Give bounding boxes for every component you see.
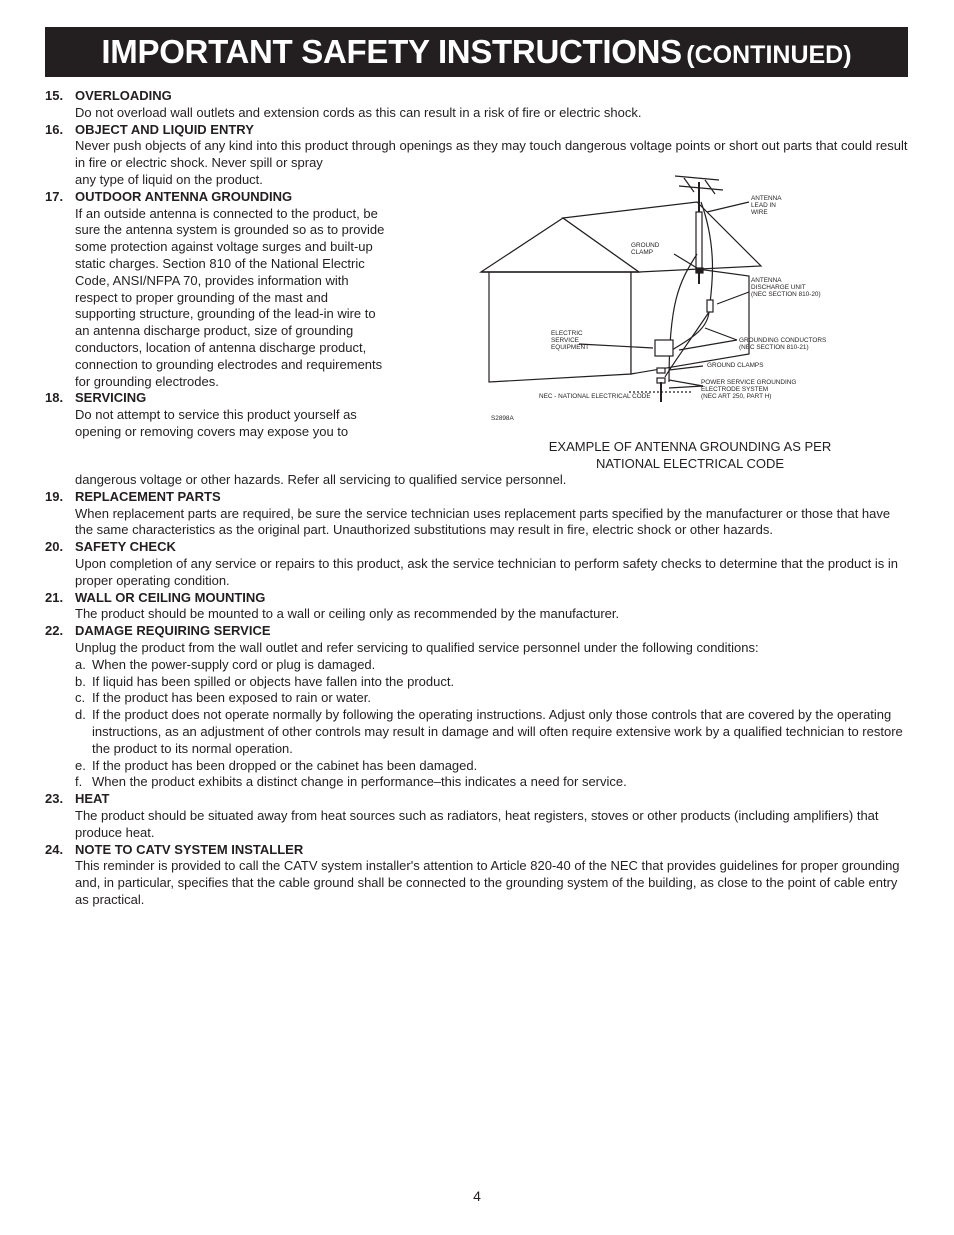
page-title: IMPORTANT SAFETY INSTRUCTIONS [101, 33, 682, 70]
section-text: Unplug the product from the wall outlet and refer servicing to qualified service personnel under the following conditions: [75, 639, 759, 655]
section-15 [45, 88, 911, 122]
list-item [75, 774, 911, 791]
conditions-list [75, 657, 911, 791]
list-item-text: If liquid has been spilled or objects have fallen into the product. [92, 673, 455, 689]
section-title: HEAT [75, 791, 110, 807]
label-electric-1: ELECTRIC [551, 329, 583, 337]
label-electrode-3: (NEC ART 250, PART H) [701, 392, 772, 400]
section-number: 16. [45, 121, 64, 137]
list-item-text: When the power-supply cord or plug is damaged. [92, 656, 376, 672]
list-item [75, 707, 911, 757]
label-conductors-1: GROUNDING CONDUCTORS [739, 336, 827, 344]
house-side-wall [631, 260, 749, 374]
label-electrode-1: POWER SERVICE GROUNDING [701, 378, 797, 386]
label-ground-clamp-1: GROUND [631, 241, 660, 249]
list-item-letter: e. [75, 757, 86, 773]
section-text: The product should be mounted to a wall or ceiling only as recommended by the manufacturer. [75, 606, 620, 622]
list-item-letter: b. [75, 673, 86, 689]
section-title: OBJECT AND LIQUID ENTRY [75, 121, 254, 137]
section-number: 20. [45, 539, 64, 555]
section-number: 21. [45, 589, 64, 605]
label-antenna-lead-3: WIRE [751, 208, 768, 216]
list-item [75, 758, 911, 775]
section-title: SAFETY CHECK [75, 539, 176, 555]
section-title: WALL OR CEILING MOUNTING [75, 589, 266, 605]
section-text: When replacement parts are required, be sure the service technician uses replacement parts specified by the manufacturer or those that have the same characteristics as the original part. Unauthorized substitutions may result in fire, electric shock or other hazards. [75, 505, 891, 538]
discharge-unit [707, 300, 713, 312]
figure-caption [469, 438, 911, 472]
label-antenna-lead-1: ANTENNA [751, 194, 782, 202]
section-number: 18. [45, 390, 64, 406]
list-item-letter: a. [75, 656, 86, 672]
page-subtitle: (CONTINUED) [686, 41, 852, 69]
label-electric-3: EQUIPMENT [551, 343, 589, 351]
list-item-letter: d. [75, 707, 86, 723]
section-number: 15. [45, 88, 64, 103]
section-21 [45, 590, 911, 624]
label-ground-clamps: GROUND CLAMPS [707, 361, 764, 369]
section-24 [45, 842, 911, 909]
instructions-content [45, 88, 911, 909]
section-text: Do not overload wall outlets and extension cords as this can result in a risk of fire or electric shock. [75, 104, 642, 120]
section-number: 17. [45, 188, 64, 204]
label-electrode-2: ELECTRODE SYSTEM [701, 385, 769, 393]
section-title: NOTE TO CATV SYSTEM INSTALLER [75, 841, 304, 857]
section-text-part-b: any type of liquid on the product. [75, 171, 263, 187]
list-item-text: When the product exhibits a distinct change in performance–this indicates a need for service. [92, 774, 627, 790]
section-text-part-b: dangerous voltage or other hazards. Refer all servicing to qualified service personnel. [75, 471, 567, 487]
section-text: This reminder is provided to call the CATV system installer's attention to Article 820-40 of the NEC that provides guidelines for proper grounding and, in particular, specifies that the cable ground shall be connected to the grounding system of the building, as close to the point of cable entry as practical. [75, 858, 900, 907]
section-text-part-a: Do not attempt to service this product yourself as opening or removing covers may expose you to [75, 407, 357, 439]
list-item-letter: f. [75, 774, 83, 790]
antenna-grounding-figure [479, 172, 911, 472]
section-title: OUTDOOR ANTENNA GROUNDING [75, 188, 293, 204]
list-item-text: If the product has been dropped or the cabinet has been damaged. [92, 757, 478, 773]
label-conductors-2: (NEC SECTION 810-21) [739, 343, 809, 351]
section-text-part-a: Never push objects of any kind into this product through openings as they may touch dangerous voltage points or short out parts that could result in fire or electric shock. Never spill or spray [75, 138, 908, 171]
section-text [75, 138, 911, 172]
figure-caption-line-2: NATIONAL ELECTRICAL CODE [595, 455, 785, 471]
section-19 [45, 489, 911, 539]
section-title: DAMAGE REQUIRING SERVICE [75, 623, 271, 639]
figure-code: S2898A [491, 414, 514, 422]
label-discharge-1: ANTENNA [751, 276, 782, 284]
label-electric-2: SERVICE [551, 336, 579, 344]
list-item [75, 674, 911, 691]
section-22 [45, 623, 911, 791]
figure-caption-line-1: EXAMPLE OF ANTENNA GROUNDING AS PER [548, 438, 832, 454]
section-number: 23. [45, 791, 64, 807]
section-title: SERVICING [75, 390, 147, 406]
section-20 [45, 539, 911, 589]
section-text: If an outside antenna is connected to the product, be sure the antenna system is grounded so as to provide some protection against voltage surges and built-up static charges. Section 810 of the National Electric Code, ANSI/NFPA 70, provides information with respect to proper grounding of the mast and supporting structure, grounding of the lead-in wire to an antenna discharge product, size of grounding conductors, location of antenna discharge product, connection to grounding electrodes and requirements for grounding electrodes. [75, 205, 385, 389]
antenna-grounding-diagram [479, 172, 911, 434]
list-item-text: If the product does not operate normally by following the operating instructions. Adjust only those controls that are covered by the operating instructions, as an adjustment of other controls may result in damage and will often require extensive work by a qualified technician to restore the product to its normal operation. [92, 707, 903, 756]
list-item [75, 690, 911, 707]
label-antenna-lead-2: LEAD IN [751, 201, 776, 209]
house-front-wall [489, 260, 631, 382]
section-text: Upon completion of any service or repairs to this product, ask the service technician to perform safety checks to determine that the product is in proper operating condition. [75, 555, 899, 588]
page-number: 4 [473, 1188, 481, 1204]
label-ground-clamp-2: CLAMP [631, 248, 654, 256]
label-discharge-3: (NEC SECTION 810-20) [751, 290, 821, 298]
electric-service-equipment [655, 340, 673, 356]
section-number: 22. [45, 623, 64, 639]
section-title: REPLACEMENT PARTS [75, 488, 221, 504]
label-discharge-2: DISCHARGE UNIT [751, 283, 806, 291]
section-number: 24. [45, 841, 64, 857]
list-item [75, 657, 911, 674]
list-item-letter: c. [75, 690, 86, 706]
section-number: 19. [45, 488, 64, 504]
section-text: The product should be situated away from heat sources such as radiators, heat registers, stoves or other products (including amplifiers) that produce heat. [75, 807, 879, 840]
list-item-text: If the product has been exposed to rain or water. [92, 690, 371, 706]
label-nec: NEC - NATIONAL ELECTRICAL CODE [539, 392, 651, 400]
section-title: OVERLOADING [75, 88, 172, 103]
section-23 [45, 791, 911, 841]
page-banner [45, 27, 908, 77]
